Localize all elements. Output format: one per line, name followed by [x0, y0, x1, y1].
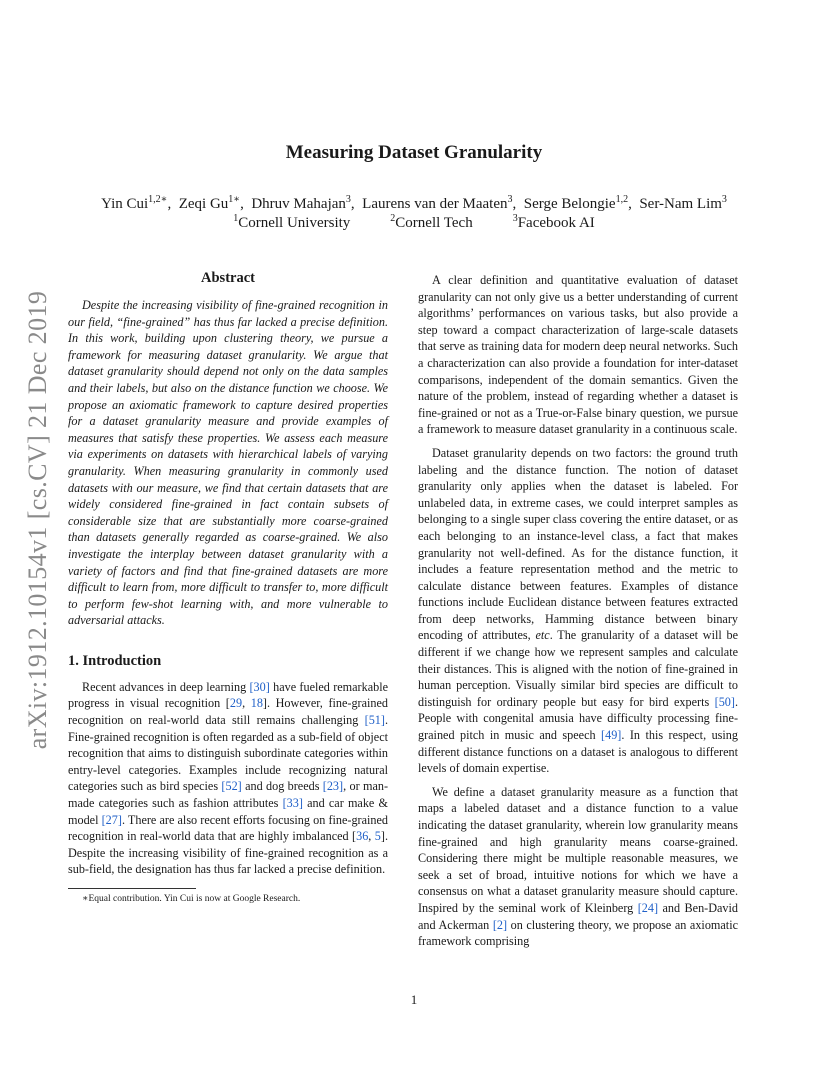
footnote-rule [68, 888, 196, 889]
italic-text: etc [535, 628, 550, 643]
citation-link[interactable]: [27] [101, 812, 122, 827]
citation-link[interactable]: 5 [374, 829, 381, 844]
author: Laurens van der Maaten$^3$, [362, 194, 517, 212]
body-paragraph: We define a dataset granularity measure as a function that maps a labeled dataset and a distance function to a value indicating the dataset granularity, wherein low granularity means fine-grained and high granularity means coarse-grained. Considering there might be multiple reasonable measures, we seek a set of broad, intuitive notions for which we have a consensus on what a dataset granularity measure should capture. Inspired by the seminal work of Kleinberg [24] and Ben-David and Ackerman [2] on clustering theory, we propose an axiomatic framework comprising [418, 784, 739, 949]
abstract-text: Despite the increasing visibility of fine-grained recognition in our field, “fine-grained” has thus far lacked a precise definition. In this work, building upon clustering theory, we pursue a framework for measuring dataset granularity. We argue that dataset granularity should depend not only on the data samples and their labels, but also on the distance function we choose. We propose an axiomatic framework to capture desired properties for a dataset granularity measure and provide examples of measures that satisfy these properties. We assess each measure via experiments on datasets with hierarchical labels of varying granularity. When measuring granularity in commonly used datasets with our measure, we find that certain datasets that are widely considered fine-grained in fact contain subsets of considerable size that are substantially more coarse-grained than datasets generally regarded as coarse-grained. We also investigate the interplay between dataset granularity with a variety of factors and find that fine-grained datasets are more difficult to learn from, more difficult to transfer to, more difficult to perform few-shot learning with, and more vulnerable to adversarial attacks. [68, 298, 388, 628]
author: Dhruv Mahajan$^3$, [251, 194, 355, 212]
citation-link[interactable]: [30] [249, 679, 270, 694]
author: Serge Belongie$^{1,2}$, [523, 194, 632, 212]
citation-link[interactable]: 29 [229, 696, 243, 711]
right-column [418, 272, 738, 957]
citation-link[interactable]: [24] [637, 900, 659, 915]
citation-link[interactable]: 18 [250, 696, 263, 711]
paper-title: Measuring Dataset Granularity [285, 142, 543, 163]
author: Zeqi $Gu^{1∗}$, [178, 194, 244, 212]
body-paragraph: Dataset granularity depends on two factors: the ground truth labeling and the distance function. The notion of dataset granularity only applies when the dataset is labeled. For unlabeled data, in extreme cases, we could interpret samples as belonging to a single super class covering the entire dataset, or as each belonging to an instance-level class, a fact that makes granularity not well-defined. As for the distance function, it includes a feature representation method and the metric to calculate distance between features. Examples of distance functions include Euclidean distance between features extracted from deep networks, Hamming distance between binary encoding of attributes, etc. The granularity of a dataset will be different if we change how we represent samples and calculate their distances. This is aligned with the notion of fine-grained in human perception. Visually similar bird species are difficult to distinguish for ordinary people but easy for bird experts [50]. People with congenital amusia have difficulty processing fine-grained pitch in music and speech [49]. In this respect, using different distance functions on a dataset is analogous to different levels of domain expertise. [418, 445, 738, 776]
citation-link[interactable]: 36 [356, 829, 369, 844]
citation-link[interactable]: [23] [322, 779, 344, 794]
affiliation: $^2$Cornell Tech [390, 213, 473, 231]
arxiv-sidebar [18, 285, 58, 755]
citation-link[interactable]: [50] [714, 694, 735, 709]
citation-link[interactable]: [49] [601, 728, 622, 743]
body-paragraph: A clear definition and quantitative evaluation of dataset granularity can not only give us a better understanding of current algorithms’ performances on various tasks, but also provide a step toward a compact characterization of large-scale datasets that serve as training data for modern deep neural networks. Such a characterization can also provide a foundation for inter-dataset comparisons, independent of the domain semantics. Given the nature of the problem, instead of regarding whether a dataset is fine-grained or not as a True-or-False binary question, we pursue a framework to measure dataset granularity in a continuous scale. [418, 273, 738, 437]
author: Ser-Nam Lim$^3$ [639, 194, 727, 212]
footnote: ∗Equal contribution. Yin Cui is now at Google Research. [82, 894, 301, 904]
citation-link[interactable]: [52] [221, 779, 242, 794]
citation-link[interactable]: [51] [364, 713, 385, 728]
arxiv-stamp: arXiv:1912.10154v1 [cs.CV] 21 Dec 2019 [23, 290, 52, 750]
affiliation: $^3$Facebook AI [512, 213, 595, 231]
intro-paragraph: Recent advances in deep learning [30] have fueled remarkable progress in visual recognition [29, 18]. However, fine-grained recognition on real-world data still remains challenging [51]. Fine-grained recognition is often regarded as a sub-field of object recognition that aims to distinguish subordinate categories within entry-level categories. Examples include recognizing natural categories such as bird species [52] and dog breeds [23], or man-made categories such as fashion attributes [33] and car make & model [27]. There are also recent efforts focusing on fine-grained recognition in real-world data that are highly imbalanced [36, 5]. Despite the increasing visibility of fine-grained recognition as a sub-field, the designation has thus far lacked a precise definition. [68, 679, 389, 877]
section-heading-introduction: 1. Introduction [68, 652, 162, 669]
affiliation-list [40, 213, 788, 233]
author: Yin Cui$^{1,2∗}$, [101, 194, 172, 212]
page-number: 1 [410, 992, 418, 1007]
citation-link[interactable]: [33] [282, 796, 303, 811]
abstract-heading: Abstract [201, 270, 255, 286]
left-column [68, 268, 388, 906]
affiliation: $^1$Cornell University [233, 213, 351, 231]
author-list [40, 194, 788, 214]
citation-link[interactable]: [2] [492, 917, 508, 932]
